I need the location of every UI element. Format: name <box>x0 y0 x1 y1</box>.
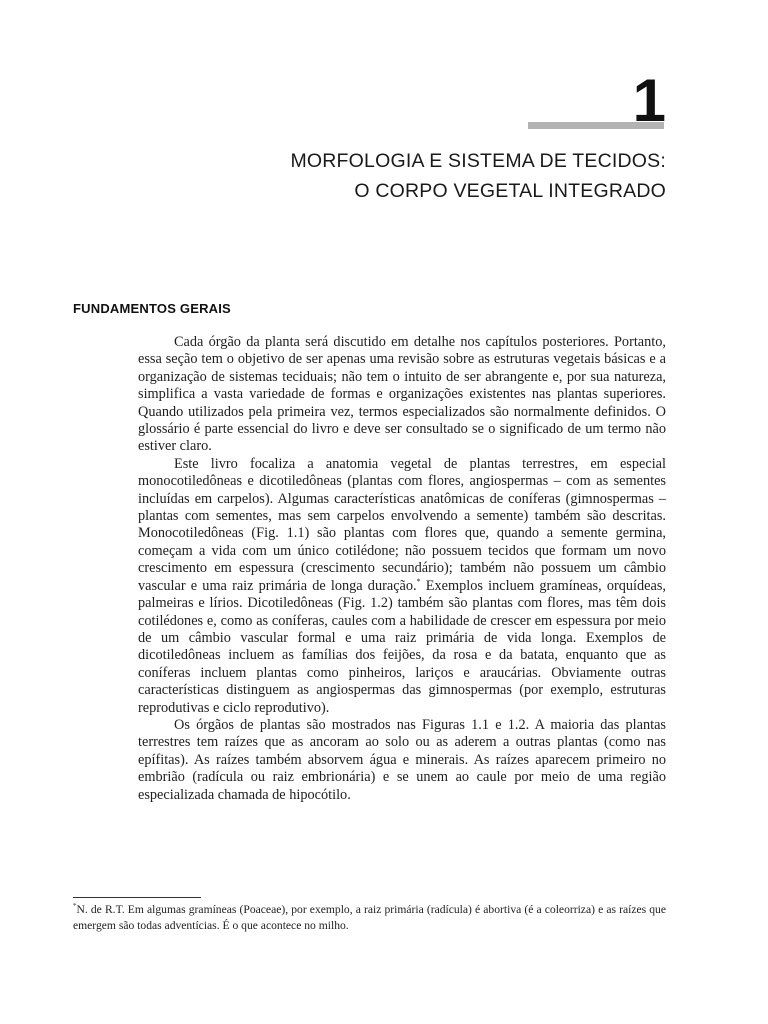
body-text <box>138 334 666 804</box>
chapter-title-line-2: O CORPO VEGETAL INTEGRADO <box>354 180 666 202</box>
footnote-divider <box>73 897 201 898</box>
paragraph-2-text: Este livro focaliza a anatomia vegetal de plantas terrestres, em especial monocotiledôneas e dicotiledôneas (plantas com flores, angiospermas – com as sementes incluídas em carpelos). Algumas características anatômicas de coníferas (gimnospermas – plantas com sementes, mas sem carpelos envolvendo a semente) também são descritas. Monocotiledôneas (Fig. 1.1) são plantas com flores que, quando a semente germina, começam a vida com um único cotilédone; não possuem tecidos que formam um novo crescimento em espessura (crescimento secundário); também não possuem um câmbio vascular e uma raiz primária de longa duração. <box>138 455 666 594</box>
footnote <box>73 902 666 933</box>
chapter-title-line-1: MORFOLOGIA E SISTEMA DE TECIDOS: <box>290 150 666 172</box>
paragraph-2 <box>138 456 666 717</box>
chapter-title <box>180 146 666 206</box>
paragraph-1: Cada órgão da planta será discutido em detalhe nos capítulos posteriores. Portanto, essa seção tem o objetivo de ser apenas uma revisão sobre as estruturas vegetais básicas e a organização de sistemas teciduais; não tem o intuito de ser abrangente e, por sua natureza, simplifica a vasta variedade de formas e organizações existentes nas plantas superiores. Quando utilizados pela primeira vez, termos especializados são normalmente definidos. O glossário é parte essencial do livro e deve ser consultado se o significado de um termo não estiver claro. <box>138 334 666 455</box>
footnote-marker: * <box>73 902 77 911</box>
footnote-reference: * <box>416 576 421 586</box>
paragraph-3: Os órgãos de plantas são mostrados nas Figuras 1.1 e 1.2. A maioria das plantas terrestres tem raízes que as ancoram ao solo ou as aderem a outras plantas (como nas epífitas). As raízes também absorvem água e minerais. As raízes aparecem primeiro no embrião (radícula ou raiz embrionária) e se unem ao caule por meio de uma região especializada chamada de hipocótilo. <box>138 716 666 803</box>
paragraph-2-continuation: Exemplos incluem gramíneas, orquídeas, palmeiras e lírios. Dicotiledôneas (Fig. 1.2) também são plantas com flores, mas têm dois cotilédones e, como as coníferas, caules com a habilidade de crescer em espessura por meio de um câmbio vascular formal e uma raiz primária de vida longa. Exemplos de dicotiledôneas incluem as famílias dos feijões, da rosa e da batata, enquanto que as coníferas incluem plantas como pinheiros, lariços e araucárias. Obviamente outras características distinguem as angiospermas das gimnospermas (por exemplo, estruturas reprodutivas e ciclo reprodutivo). <box>138 577 666 716</box>
chapter-number: 1 <box>632 67 666 134</box>
section-heading: FUNDAMENTOS GERAIS <box>73 301 231 316</box>
footnote-text: N. de R.T. Em algumas gramíneas (Poaceae), por exemplo, a raiz primária (radícula) é abortiva (é a coleorriza) e as raízes que emergem são todas adventícias. É o que acontece no milho. <box>73 903 666 932</box>
